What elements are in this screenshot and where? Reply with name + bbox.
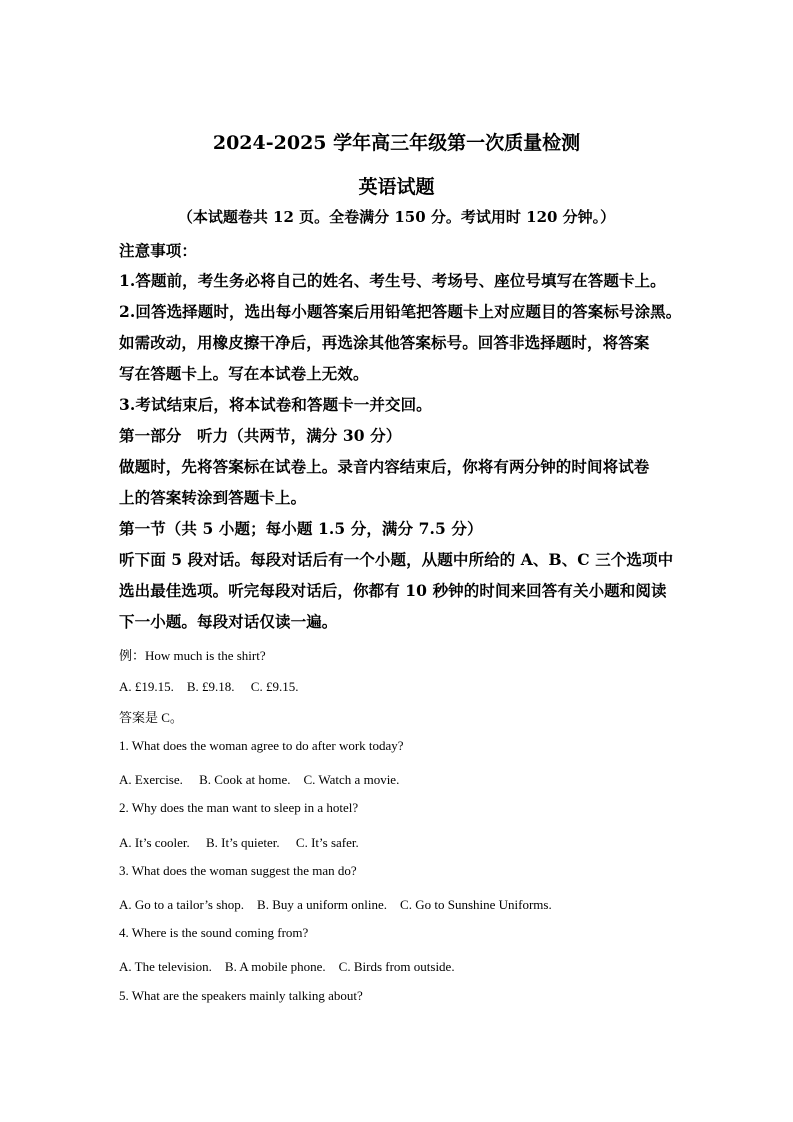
instruction-item-2-line-2: 如需改动，用橡皮擦干净后，再选涂其他答案标号。回答非选择题时，将答案 — [119, 333, 650, 352]
question-1-options: A. Exercise. B. Cook at home. C. Watch a movie. — [119, 772, 400, 787]
exam-note: （本试题卷共 12 页。全卷满分 150 分。考试用时 120 分钟。） — [177, 208, 616, 226]
section1-desc-line-3: 下一小题。每段对话仅读一遍。 — [119, 612, 338, 631]
instruction-item-2-line-3: 写在答题卡上。写在本试卷上无效。 — [119, 364, 369, 383]
instruction-item-1: 1.答题前，考生务必将自己的姓名、考生号、考场号、座位号填写在答题卡上。 — [119, 271, 666, 290]
question-2-options: A. It’s cooler. B. It’s quieter. C. It’s safer. — [119, 835, 359, 850]
part1-desc-line-1: 做题时，先将答案标在试卷上。录音内容结束后，你将有两分钟的时间将试卷 — [119, 457, 650, 476]
question-5: 5. What are the speakers mainly talking about? — [119, 988, 363, 1003]
instruction-item-2-line-1: 2.回答选择题时，选出每小题答案后用铅笔把答题卡上对应题目的答案标号涂黑。 — [119, 302, 682, 321]
question-4: 4. Where is the sound coming from? — [119, 925, 309, 940]
part1-desc-line-2: 上的答案转涂到答题卡上。 — [119, 488, 307, 507]
question-2: 2. Why does the man want to sleep in a hotel? — [119, 800, 359, 815]
question-3: 3. What does the woman suggest the man do? — [119, 863, 357, 878]
subject-title: 英语试题 — [358, 176, 435, 198]
section1-heading: 第一节（共 5 小题；每小题 1.5 分，满分 7.5 分） — [119, 519, 483, 538]
instructions-heading: 注意事项： — [119, 241, 198, 260]
example-question: 例：How much is the shirt? — [119, 648, 266, 663]
instruction-item-3: 3.考试结束后，将本试卷和答题卡一并交回。 — [119, 395, 432, 414]
example-options: A. £19.15. B. £9.18. C. £9.15. — [119, 679, 299, 694]
exam-title: 2024-2025 学年高三年级第一次质量检测 — [212, 132, 581, 154]
section1-desc-line-2: 选出最佳选项。听完每段对话后，你都有 10 秒钟的时间来回答有关小题和阅读 — [119, 581, 667, 600]
section1-desc-line-1: 听下面 5 段对话。每段对话后有一个小题，从题中所给的 A、B、C 三个选项中 — [119, 550, 674, 569]
question-1: 1. What does the woman agree to do after work today? — [119, 738, 404, 753]
question-3-options: A. Go to a tailor’s shop. B. Buy a uniform online. C. Go to Sunshine Uniforms. — [119, 897, 552, 912]
part1-heading: 第一部分 听力（共两节，满分 30 分） — [119, 426, 402, 445]
example-answer: 答案是 C。 — [119, 710, 183, 725]
question-4-options: A. The television. B. A mobile phone. C. Birds from outside. — [119, 959, 455, 974]
